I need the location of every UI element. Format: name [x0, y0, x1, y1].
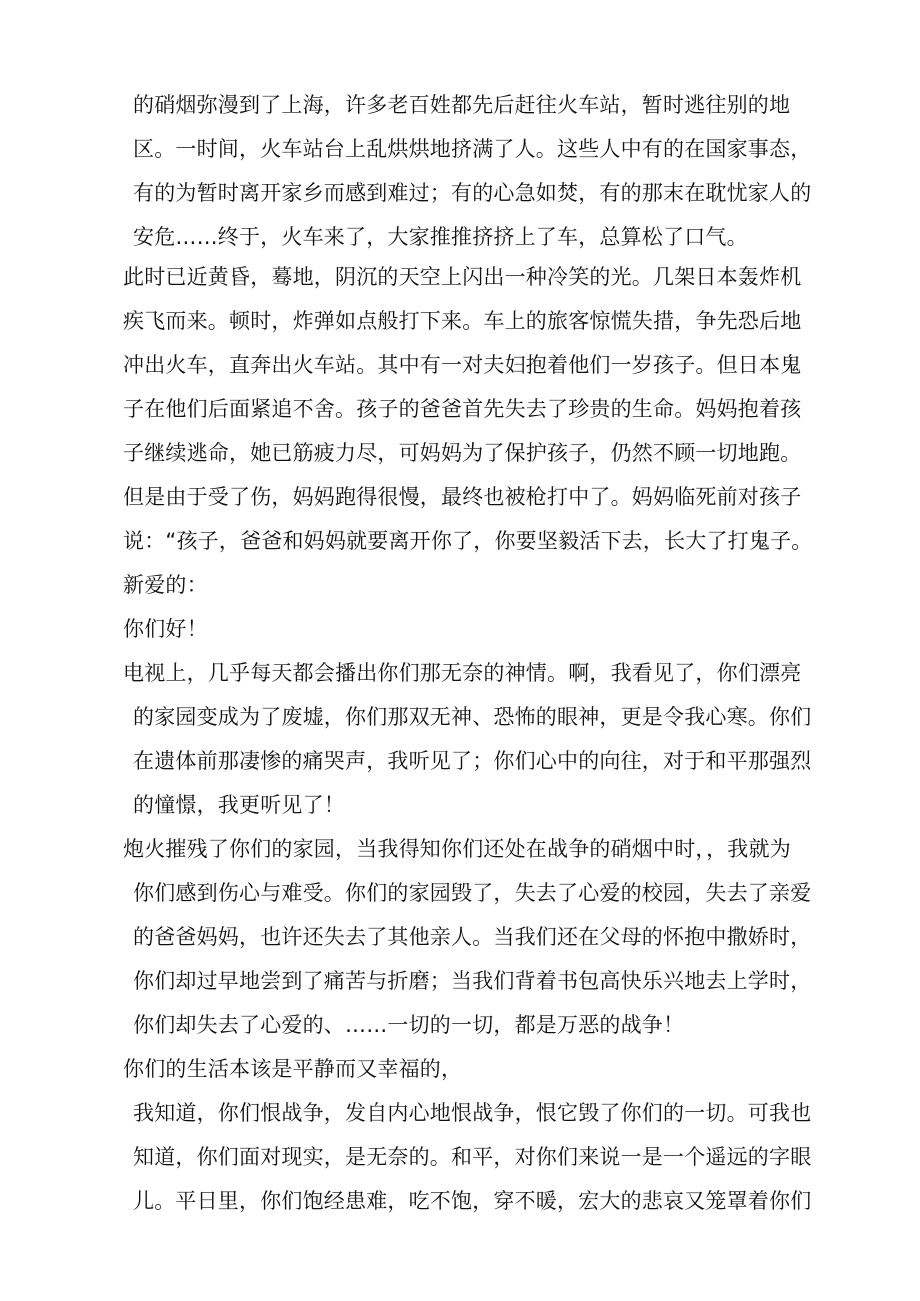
letter-greeting: 你们好！ [123, 617, 208, 641]
text-line: 的爸爸妈妈，也许还失去了其他亲人。当我们还在父母的怀抱中撒娇时， [133, 925, 812, 949]
text-line: 冲出火车，直奔出火车站。其中有一对夫妇抱着他们一岁孩子。但日本鬼 [123, 353, 802, 377]
text-line: 子继续逃命，她已筋疲力尽，可妈妈为了保护孩子，仍然不顾一切地跑。 [123, 441, 802, 465]
text-line: 儿。平日里，你们饱经患难，吃不饱，穿不暖，宏大的悲哀又笼罩着你们 [133, 1189, 812, 1213]
text-line: 的憧憬，我更听见了！ [133, 793, 345, 817]
text-line: 知道，你们面对现实，是无奈的。和平，对你们来说一是一个遥远的字眼 [133, 1145, 812, 1169]
text-line: 说：“孩子，爸爸和妈妈就要离开你了，你要坚毅活下去，长大了打鬼子。 [123, 529, 813, 553]
text-line: 你们却过早地尝到了痛苦与折磨；当我们背着书包高快乐兴地去上学时， [133, 969, 812, 993]
text-line: 你们的生活本该是平静而又幸福的， [123, 1057, 463, 1081]
text-line: 我知道，你们恨战争，发自内心地恨战争，恨它毁了你们的一切。可我也 [133, 1101, 812, 1125]
text-line: 但是由于受了伤，妈妈跑得很慢，最终也被枪打中了。妈妈临死前对孩子 [123, 485, 802, 509]
text-line: 疾飞而来。顿时，炸弹如点般打下来。车上的旅客惊慌失措，争先恐后地 [123, 309, 802, 333]
letter-salutation: 新爱的： [123, 573, 208, 597]
text-line: 区。一时间，火车站台上乱烘烘地挤满了人。这些人中有的在国家事态， [133, 137, 812, 161]
text-line: 你们感到伤心与难受。你们的家园毁了，失去了心爱的校园，失去了亲爱 [133, 881, 812, 905]
text-line: 有的为暂时离开家乡而感到难过；有的心急如焚，有的那末在耽忧家人的 [133, 181, 812, 205]
text-line: 的硝烟弥漫到了上海，许多老百姓都先后赶往火车站，暂时逃往别的地 [133, 93, 791, 117]
text-line: 此时已近黄昏，蓦地，阴沉的天空上闪出一种冷笑的光。几架日本轰炸机 [123, 265, 802, 289]
text-line: 你们却失去了心爱的、……一切的一切，都是万恶的战争！ [133, 1013, 685, 1037]
text-line: 在遗体前那凄惨的痛哭声，我听见了；你们心中的向往，对于和平那强烈 [133, 749, 812, 773]
text-line: 安危……终于，火车来了，大家推推挤挤上了车，总算松了口气。 [133, 225, 748, 249]
text-line: 炮火摧残了你们的家园，当我得知你们还处在战争的硝烟中时，，我就为 [123, 837, 791, 861]
text-line: 电视上，几乎每天都会播出你们那无奈的神情。啊，我看见了，你们漂亮 [123, 661, 802, 685]
text-line: 子在他们后面紧追不舍。孩子的爸爸首先失去了珍贵的生命。妈妈抱着孩 [123, 397, 802, 421]
text-line: 的家园变成为了废墟，你们那双无神、恐怖的眼神，更是令我心寒。你们 [133, 705, 812, 729]
